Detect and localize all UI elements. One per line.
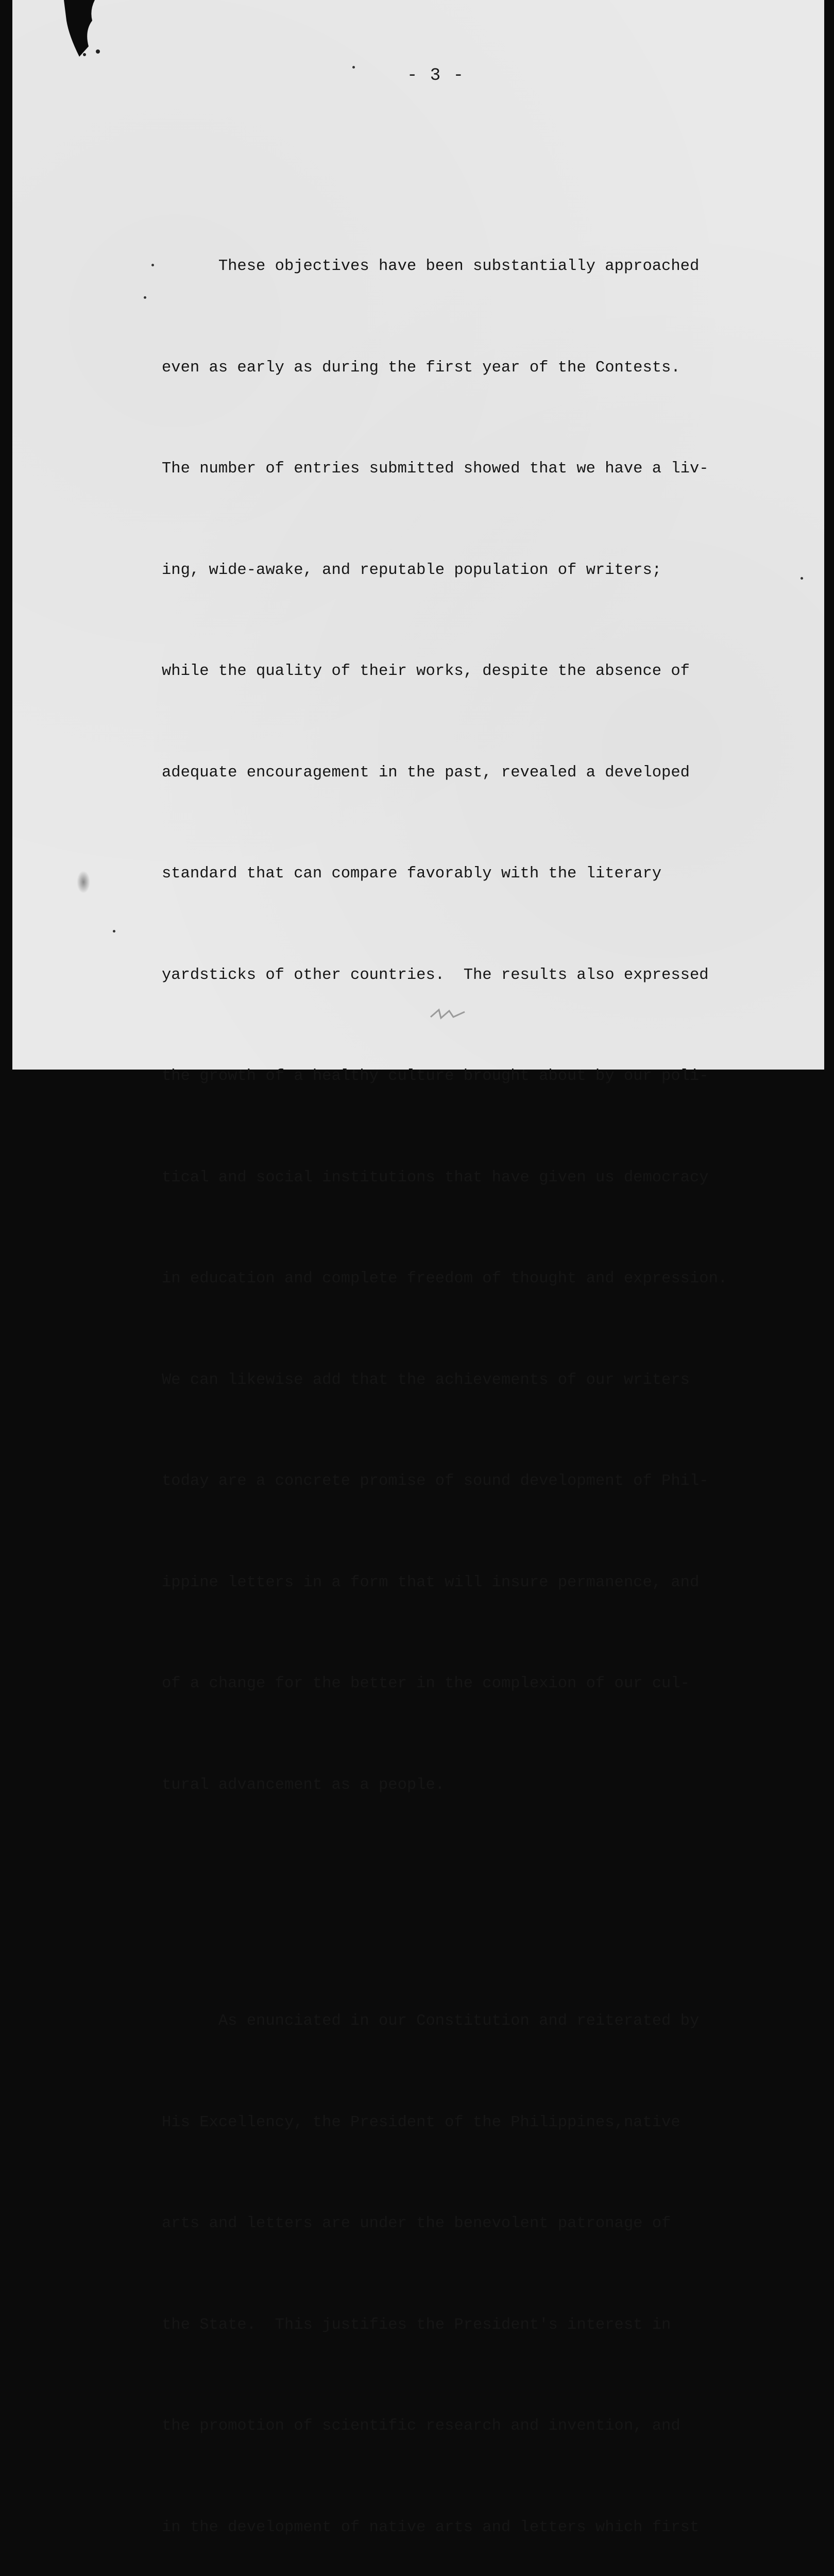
text-line: yardsticks of other countries. The results also expressed <box>162 966 709 984</box>
text-line: standard that can compare favorably with the literary <box>162 865 662 883</box>
text-line: while the quality of their works, despite the absence of <box>162 663 690 680</box>
text-line: the growth of a healthy culture brought about by our poli- <box>162 1067 709 1085</box>
text-line: These objectives have been substantially approached <box>162 258 700 275</box>
paragraph-1 <box>162 182 780 1870</box>
text-line: tural advancement as a people. <box>162 1776 445 1794</box>
text-line: today are a concrete promise of sound development of Phil- <box>162 1472 709 1490</box>
text-line: of a change for the better in the complexion of our cul- <box>162 1675 690 1692</box>
text-line: in education and complete freedom of thought and expression. <box>162 1270 728 1287</box>
speck <box>113 930 115 933</box>
text-line: tical and social institutions that have given us democracy <box>162 1168 709 1187</box>
document-body <box>162 115 780 2576</box>
text-line: arts and letters are under the benevolent patronage of <box>162 2215 671 2232</box>
text-line: ing, wide-awake, and reputable population of writers; <box>162 561 662 579</box>
text-line: the State. This justifies the President's interest in <box>162 2316 671 2334</box>
speck <box>151 264 154 266</box>
text-line: the promotion of scientific research and invention, and <box>162 2417 680 2435</box>
text-line: We can likewise add that the achievements of our writers <box>162 1371 690 1389</box>
speck <box>352 66 355 69</box>
paragraph-2 <box>162 1937 780 2576</box>
torn-corner-mark <box>64 0 105 57</box>
text-line: in the development of native arts and letters which first <box>162 2518 700 2536</box>
speck <box>144 296 146 299</box>
text-line: adequate encouragement in the past, revealed a developed <box>162 764 690 782</box>
text-line: ippine letters in a form that will insure permanence, and <box>162 1573 700 1591</box>
page-number: - 3 - <box>407 66 465 86</box>
text-line: even as early as during the first year of the Contests. <box>162 359 680 377</box>
text-line: His Excellency, the President of the Philippines,native <box>162 2113 680 2131</box>
ink-smudge <box>77 871 90 893</box>
text-line: As enunciated in our Constitution and reiterated by <box>162 2012 700 2030</box>
text-line: The number of entries submitted showed that we have a liv- <box>162 460 709 478</box>
speck <box>801 577 803 580</box>
